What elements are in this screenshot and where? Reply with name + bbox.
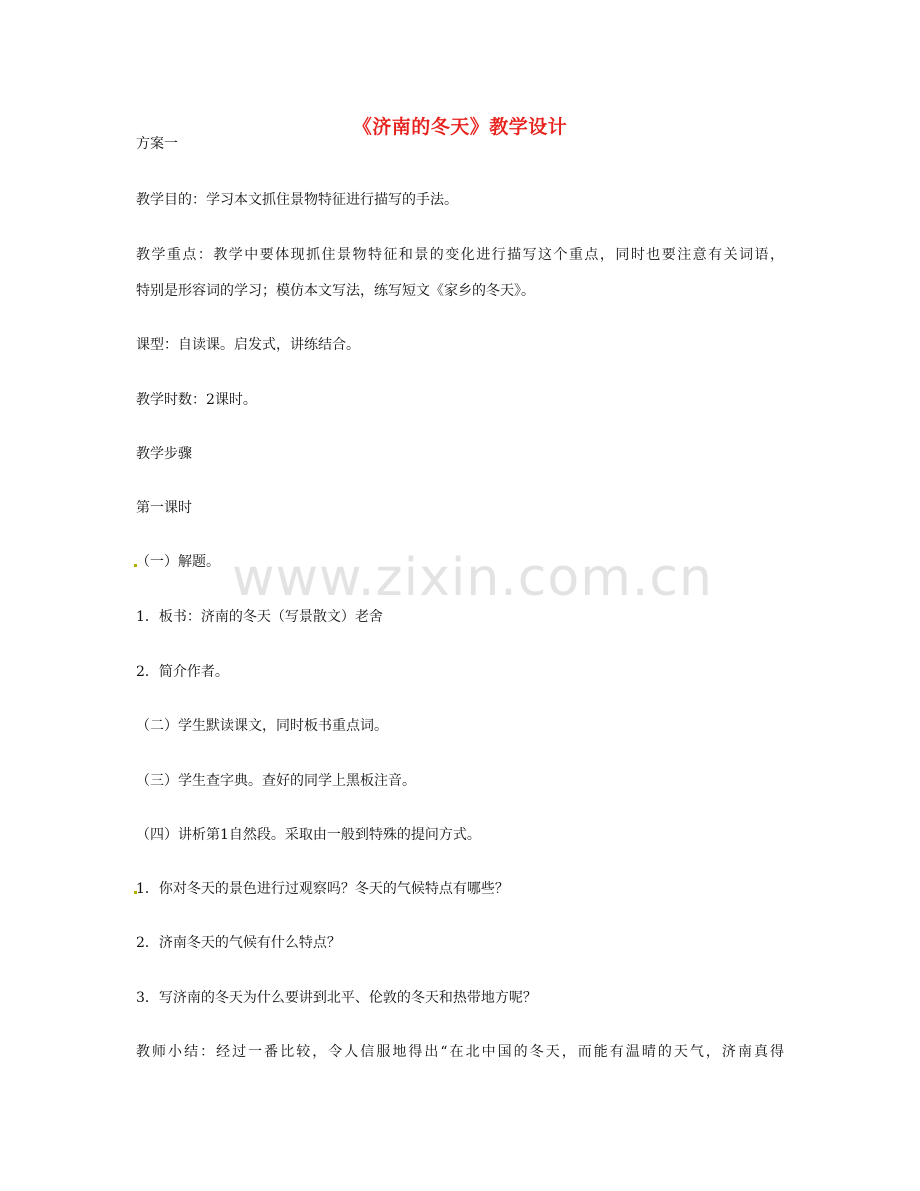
list-item-1: 1．板书：济南的冬天（写景散文）老舍 <box>136 609 383 625</box>
section-4-title: （四）讲析第1自然段。采取由一般到特殊的提问方式。 <box>136 827 481 843</box>
section-2-title: （二）学生默读课文，同时板书重点词。 <box>136 718 388 734</box>
teaching-goal: 教学目的：学习本文抓住景物特征进行描写的手法。 <box>136 192 458 208</box>
question-1: 1．你对冬天的景色进行过观察吗？冬天的气候特点有哪些？ <box>136 881 509 897</box>
teacher-summary: 教师小结：经过一番比较，令人信服地得出“在北中国的冬天，而能有温晴的天气，济南真得 <box>136 1044 784 1060</box>
first-lesson-heading: 第一课时 <box>136 500 192 516</box>
teaching-focus-line-1: 教学重点：教学中要体现抓住景物特征和景的变化进行描写这个重点，同时也要注意有关词语， <box>136 247 784 263</box>
watermark: www.zixin.com.cn <box>232 548 713 608</box>
question-2: 2．济南冬天的气候有什么特点？ <box>136 935 341 951</box>
teaching-steps-heading: 教学步骤 <box>136 446 192 462</box>
section-1-title: （一）解题。 <box>136 554 220 570</box>
teaching-focus-line-2: 特别是形容词的学习；模仿本文写法，练写短文《家乡的冬天》。 <box>136 283 535 299</box>
teaching-hours: 教学时数：2课时。 <box>136 392 257 408</box>
plan-label: 方案一 <box>136 136 178 152</box>
document-title: 《济南的冬天》教学设计 <box>352 116 568 138</box>
section-3-title: （三）学生查字典。查好的同学上黑板注音。 <box>136 773 416 789</box>
lesson-type: 课型：自读课。启发式，讲练结合。 <box>136 337 360 353</box>
question-3: 3．写济南的冬天为什么要讲到北平、伦敦的冬天和热带地方呢？ <box>136 990 537 1006</box>
list-item-2: 2．简介作者。 <box>136 664 229 680</box>
